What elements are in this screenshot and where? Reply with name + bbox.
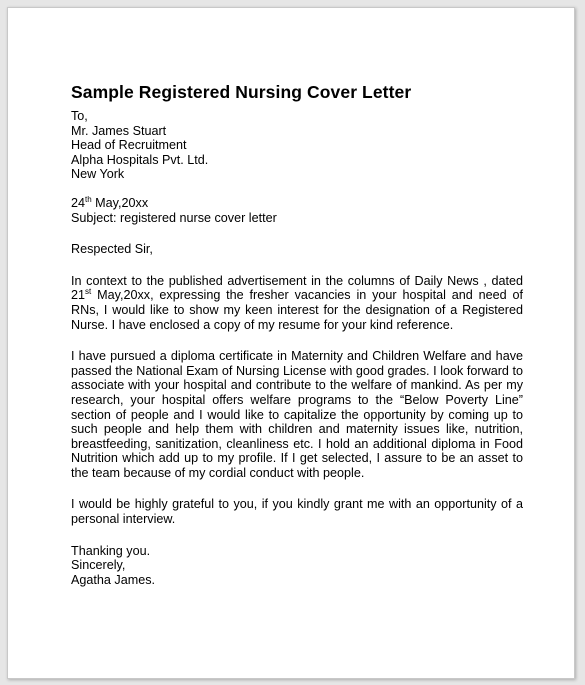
date-rest: May,20xx: [91, 195, 149, 210]
recipient-name: Mr. James Stuart: [71, 123, 167, 138]
paragraph-1-suffix: st: [85, 287, 92, 297]
recipient-to: To,: [71, 109, 88, 123]
letter-subject: Subject: registered nurse cover letter: [71, 210, 277, 225]
paragraph-1-end: May,20xx, expressing the fresher vacancies in your hospital and need of RNs, I would like to show my keen interest for the designation of a Registered Nurse. I have enclosed a copy of my resume for your kind reference.: [71, 288, 523, 332]
date-suffix: th: [85, 194, 92, 204]
letter-page: [7, 7, 575, 679]
paragraph-1: [71, 274, 523, 332]
recipient-position: Head of Recruitment: [71, 138, 187, 153]
recipient-company: Alpha Hospitals Pvt. Ltd.: [71, 152, 209, 167]
salutation: Respected Sir,: [71, 242, 153, 257]
closing-sincerely: Sincerely,: [71, 558, 126, 573]
recipient-block: [71, 109, 523, 182]
date-day: 24: [71, 195, 86, 210]
closing-block: [71, 544, 523, 588]
closing-thanks: Thanking you.: [71, 543, 151, 558]
paragraph-3: I would be highly grateful to you, if you kindly grant me with an opportunity of a personal interview.: [71, 497, 523, 527]
signature: Agatha James.: [71, 572, 156, 587]
date-subject-block: [71, 196, 523, 225]
letter-date: [71, 196, 523, 211]
letter-body: [71, 82, 523, 587]
letter-title: Sample Registered Nursing Cover Letter: [71, 82, 412, 102]
paragraph-1-start: In context to the published advertisement in the columns of Daily News , dated 21: [71, 273, 523, 303]
recipient-city: New York: [71, 167, 125, 182]
paragraph-2: I have pursued a diploma certificate in Maternity and Children Welfare and have passed the National Exam of Nursing License with good grades. I look forward to associate with your hospital and contribute to the welfare of mankind. As per my research, your hospital offers welfare programs to the “Below Poverty Line” section of people and I would like to capitalize the opportunity by coming up to such people and help them with children and maternity issues like, nutrition, breastfeeding, sanitization, cleanliness etc. I hold an additional diploma in Food Nutrition which add up to my profile. If I get selected, I assure to be an asset to the team because of my cordial conduct with people.: [71, 349, 523, 480]
